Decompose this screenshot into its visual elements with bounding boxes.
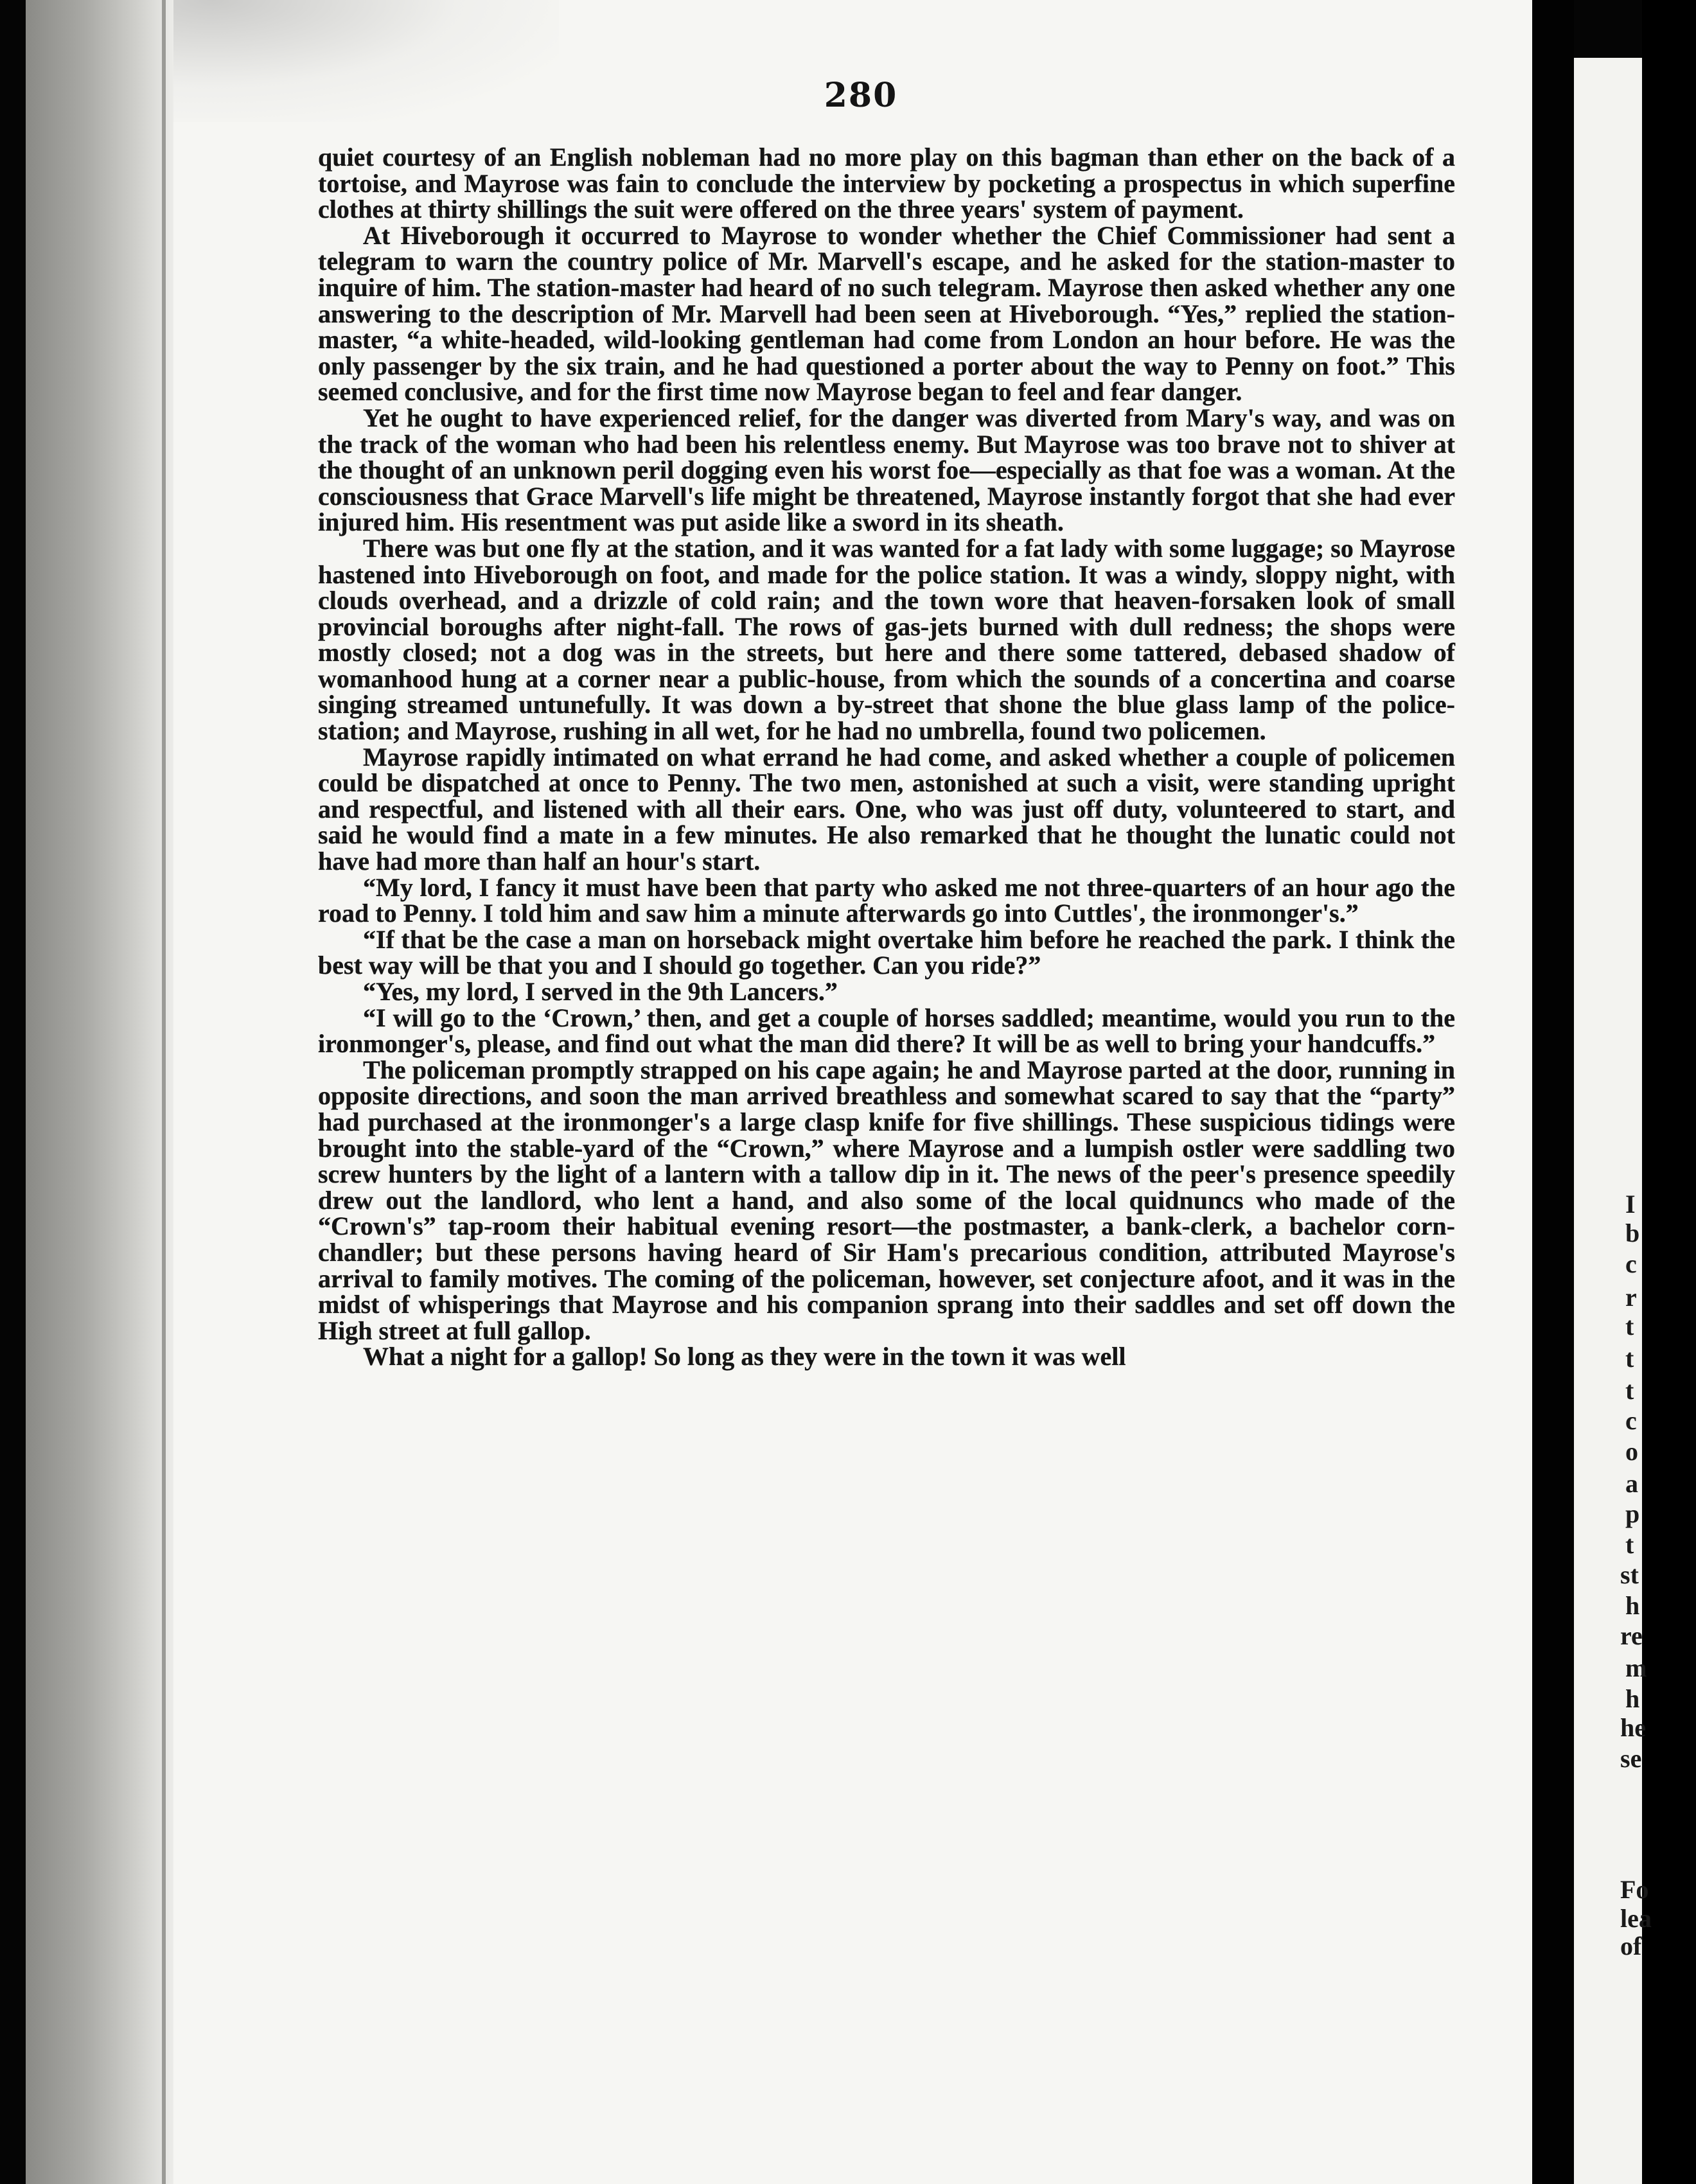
page-number: 280: [824, 76, 898, 115]
paragraph: At Hiveborough it occurred to Mayrose to wonder whether the Chief Commissioner had sent a telegram to warn the country police of Mr. Marvell's escape, and he asked for the station-master to inquire of him. The station-master had heard of no such telegram. Mayrose then asked whether any one answering to the description of Mr. Marvell had been seen at Hiveborough. “Yes,” replied the station-master, “a white-headed, wild-looking gentleman had come from London an hour before. He was the only passenger by the six train, and he had questioned a porter about the way to Penny on foot.” This seemed conclusive, and for the first time now Mayrose began to feel and fear danger.: [318, 220, 1455, 407]
facing-page-text-fragment: se: [1620, 1744, 1642, 1773]
facing-page-text-fragment: st: [1620, 1560, 1639, 1589]
facing-page-text-fragment: b: [1625, 1219, 1640, 1247]
paragraph: quiet courtesy of an English nobleman had no more play on this bagman than ether on the back of a tortoise, and Mayrose was fain to conclude the interview by pocketing a prospectus in which superfine clothes at thirty shillings the suit were offered on the three years' system of payment.: [318, 143, 1455, 224]
paragraph: “Yes, my lord, I served in the 9th Lancers.”: [363, 977, 838, 1006]
facing-page-text-fragment: of: [1620, 1932, 1642, 1960]
page-gap: [1532, 0, 1574, 2184]
facing-page-text-fragment: re: [1620, 1621, 1643, 1650]
facing-page-text-fragment: h: [1625, 1684, 1640, 1713]
book-page: [26, 0, 1532, 2184]
facing-page-text-fragment: p: [1625, 1499, 1640, 1528]
gutter-fold-line: [162, 0, 166, 2184]
facing-page-text-fragment: a: [1625, 1469, 1638, 1498]
facing-page-text-fragment: c: [1625, 1249, 1637, 1278]
paragraph: The policeman promptly strapped on his cape again; he and Mayrose parted at the door, running in opposite directions, and soon the man arrived breathless and somewhat scared to say that the “party” had purchased at the ironmonger's a large clasp knife for five shillings. These suspicious tidings were brought into the stable-yard of the “Crown,” where Mayrose and a lumpish ostler were saddling two screw hunters by the light of a lantern with a tallow dip in it. The news of the peer's presence speedily drew out the landlord, who lent a hand, and also some of the local quidnuncs who made of the “Crown's” tap-room their habitual evening resort—the postmaster, a bank-clerk, a bachelor corn-chandler; but these persons having heard of Sir Ham's precarious condition, attributed Mayrose's arrival to family motives. The coming of the policeman, however, set conjecture afoot, and it was in the midst of whisperings that Mayrose and his companion sprang into their saddles and set off down the High street at full gallop.: [318, 1055, 1455, 1345]
paragraph: Mayrose rapidly intimated on what errand he had come, and asked whether a couple of policemen could be dispatched at once to Penny. The two men, astonished at such a visit, were standing upright and respectful, and listened with all their ears. One, who was just off duty, volunteered to start, and said he would find a mate in a few minutes. He also remarked that he thought the lunatic could not have had more than half an hour's start.: [318, 742, 1455, 876]
facing-page-text-fragment: r: [1625, 1283, 1637, 1312]
facing-page-top-border: [1574, 0, 1642, 58]
facing-page-text-fragment: he: [1620, 1713, 1646, 1742]
paragraph: “I will go to the ‘Crown,’ then, and get a couple of horses saddled; meantime, would you run to the ironmonger's, please, and find out what the man did there? It will be as well to bring your handcuffs.”: [318, 1003, 1455, 1059]
facing-page-edge: [1574, 0, 1652, 2184]
facing-page-text-fragment: t: [1625, 1312, 1634, 1341]
paragraph: “My lord, I fancy it must have been that party who asked me not three-quarters of an hour ago the road to Penny. I told him and saw him a minute afterwards go into Cuttles', the ironmonger's.”: [318, 872, 1455, 928]
facing-page-text-fragment: c: [1625, 1406, 1637, 1435]
facing-page-text-fragment: t: [1625, 1530, 1634, 1559]
page-gutter-shadow: [26, 0, 173, 2184]
left-scan-border: [0, 0, 26, 2184]
facing-page-text-fragment: Fo: [1620, 1875, 1649, 1904]
facing-page-text-fragment: t: [1625, 1376, 1634, 1405]
paragraph: Yet he ought to have experienced relief, for the danger was diverted from Mary's way, and was on the track of the woman who had been his relentless enemy. But Mayrose was too brave not to shiver at the thought of an unknown peril dogging even his worst foe—especially as that foe was a woman. At the consciousness that Grace Marvell's life might be threatened, Mayrose instantly forgot that she had ever injured him. His resentment was put aside like a sword in its sheath.: [318, 403, 1455, 537]
facing-page-text-fragment: o: [1625, 1437, 1638, 1466]
paragraph: There was but one fly at the station, and it was wanted for a fat lady with some luggage; so Mayrose hastened into Hiveborough on foot, and made for the police station. It was a windy, sloppy night, with clouds overhead, and a drizzle of cold rain; and the town wore that heaven-forsaken look of small provincial boroughs after night-fall. The rows of gas-jets burned with dull redness; the shops were mostly closed; not a dog was in the streets, but here and there some tattered, debased shadow of womanhood hung at a corner near a public-house, from which the sounds of a concertina and coarse singing streamed untunefully. It was down a by-street that shone the blue glass lamp of the police-station; and Mayrose, rushing in all wet, for he had no umbrella, found two policemen.: [318, 533, 1455, 746]
body-text: [318, 145, 1455, 1370]
facing-page-text-fragment: m: [1625, 1653, 1647, 1682]
paragraph: “If that be the case a man on horseback might overtake him before he reached the park. I think the best way will be that you and I should go together. Can you ride?”: [318, 924, 1455, 980]
facing-page-text-fragment: t: [1625, 1344, 1634, 1373]
paragraph: What a night for a gallop! So long as they were in the town it was well: [363, 1342, 1126, 1371]
facing-page-text-fragment: h: [1625, 1591, 1640, 1620]
facing-page-text-fragment: lea: [1620, 1904, 1652, 1933]
facing-page-text-fragment: I: [1625, 1190, 1636, 1219]
